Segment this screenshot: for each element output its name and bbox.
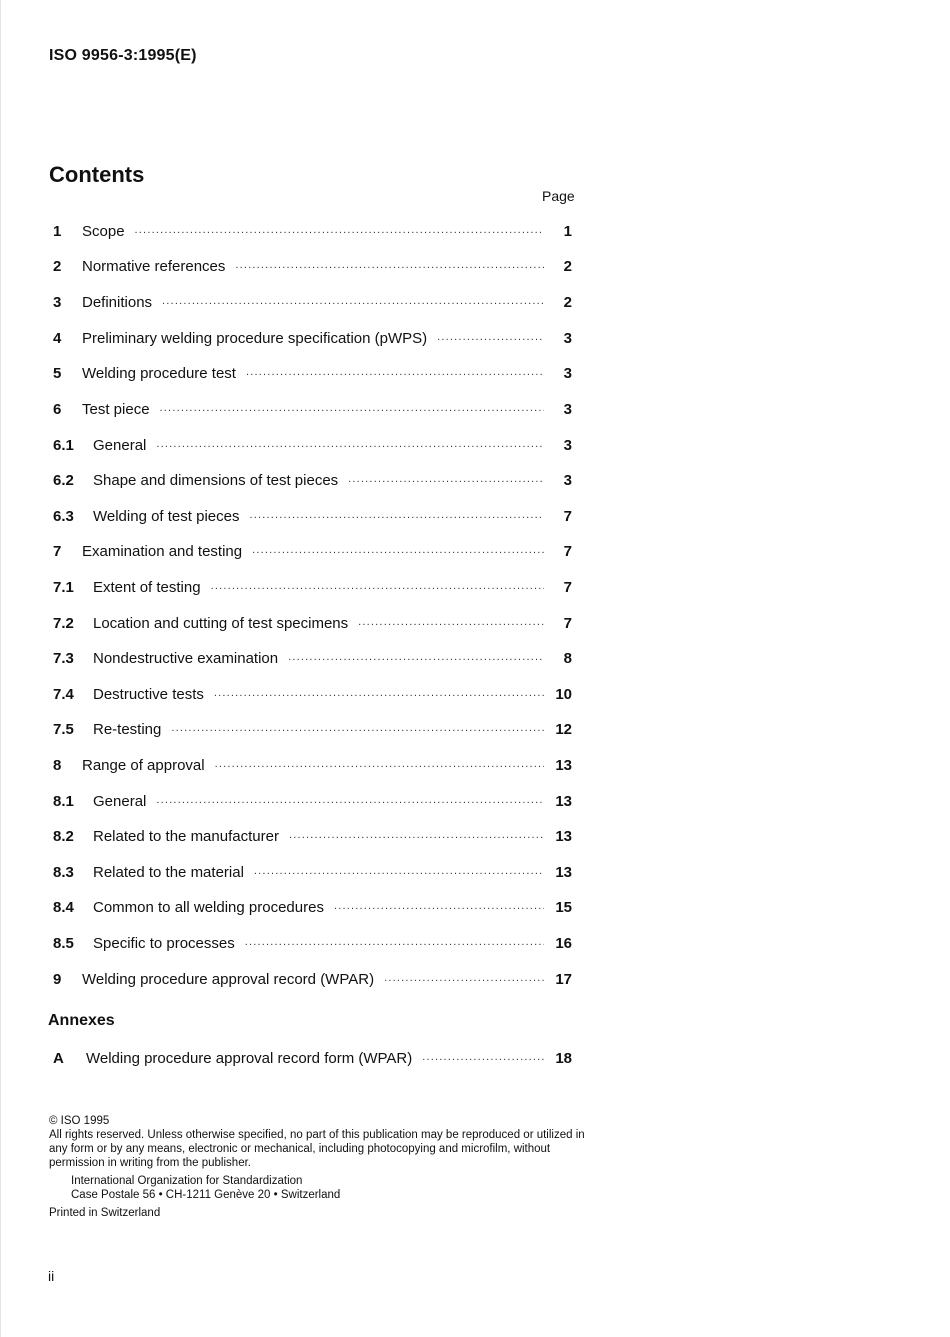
toc-entry-page: 7 bbox=[563, 508, 572, 525]
toc-entry-number: 7.1 bbox=[53, 579, 74, 596]
organization-address: Case Postale 56 • CH-1211 Genève 20 • Switzerland bbox=[71, 1189, 341, 1201]
toc-entry-page: 13 bbox=[555, 864, 572, 881]
organization-name: International Organization for Standardization bbox=[71, 1175, 303, 1187]
toc-entry[interactable] bbox=[53, 254, 572, 276]
toc-entry-number: 1 bbox=[53, 223, 62, 240]
toc-entry[interactable] bbox=[53, 611, 572, 633]
toc-entry[interactable] bbox=[53, 433, 572, 455]
contents-title: Contents bbox=[49, 162, 145, 187]
annexes-title: Annexes bbox=[48, 1012, 115, 1029]
toc-entry-page: 7 bbox=[563, 543, 572, 560]
toc-entry-page: 2 bbox=[563, 294, 572, 311]
toc-entry[interactable] bbox=[53, 468, 572, 490]
toc-entry-page: 13 bbox=[555, 828, 572, 845]
toc-entry-page: 12 bbox=[555, 721, 572, 738]
page-column-label: Page bbox=[542, 188, 575, 204]
toc-entry-number: 8.4 bbox=[53, 899, 74, 916]
toc-entry-title: Shape and dimensions of test pieces bbox=[93, 472, 339, 489]
toc-entry-title: Specific to processes bbox=[93, 935, 235, 952]
toc-entry[interactable] bbox=[53, 717, 572, 739]
toc-leader-dots bbox=[211, 577, 544, 595]
toc-entry-number: 4 bbox=[53, 330, 62, 347]
toc-entry[interactable] bbox=[53, 931, 572, 953]
toc-entry-number: 3 bbox=[53, 294, 62, 311]
toc-leader-dots bbox=[254, 862, 544, 880]
toc-entry-title: Nondestructive examination bbox=[93, 650, 279, 667]
toc-entry-title: Welding procedure test bbox=[82, 365, 236, 382]
toc-leader-dots bbox=[289, 826, 544, 844]
toc-leader-dots bbox=[156, 791, 544, 809]
toc-entry-page: 10 bbox=[555, 686, 572, 703]
toc-leader-dots bbox=[249, 506, 544, 524]
toc-entry-page: 3 bbox=[563, 472, 572, 489]
toc-entry-title: Related to the manufacturer bbox=[93, 828, 279, 845]
toc-entry[interactable] bbox=[53, 860, 572, 882]
toc-entry-title: Welding procedure approval record (WPAR) bbox=[82, 971, 375, 988]
copyright-notice bbox=[49, 1114, 589, 1220]
toc-entry-title: Location and cutting of test specimens bbox=[93, 615, 349, 632]
toc-entry-title: Welding of test pieces bbox=[93, 508, 240, 525]
toc-entry-title: Definitions bbox=[82, 294, 153, 311]
toc-leader-dots bbox=[171, 719, 544, 737]
rights-statement: All rights reserved. Unless otherwise specified, no part of this publication may be reproduced or utilized in any form or by any means, electronic or mechanical, including photocopying and microfilm, without permission in writing from the publisher. bbox=[49, 1129, 585, 1169]
toc-entry[interactable] bbox=[53, 895, 572, 917]
toc-entry-page: 8 bbox=[563, 650, 572, 667]
toc-leader-dots bbox=[384, 969, 544, 987]
toc-leader-dots bbox=[156, 435, 544, 453]
annex-entry-page: 18 bbox=[555, 1050, 572, 1067]
toc-entry-number: 6.1 bbox=[53, 437, 74, 454]
toc-entry-title: Scope bbox=[82, 223, 125, 240]
printed-in: Printed in Switzerland bbox=[49, 1207, 161, 1219]
toc-entry-page: 3 bbox=[563, 365, 572, 382]
toc-leader-dots bbox=[348, 470, 544, 488]
toc-entry[interactable] bbox=[53, 575, 572, 597]
toc-entry-title: Common to all welding procedures bbox=[93, 899, 324, 916]
toc-entry-page: 3 bbox=[563, 437, 572, 454]
toc-entry-title: General bbox=[93, 437, 147, 454]
toc-entry-page: 7 bbox=[563, 579, 572, 596]
toc-entry-number: 9 bbox=[53, 971, 62, 988]
toc-leader-dots bbox=[437, 328, 544, 346]
toc-entry[interactable] bbox=[53, 646, 572, 668]
toc-entry[interactable] bbox=[53, 967, 572, 989]
toc-entry[interactable] bbox=[53, 753, 572, 775]
toc-entry[interactable] bbox=[53, 326, 572, 348]
toc-leader-dots bbox=[246, 363, 544, 381]
toc-entry-title: Normative references bbox=[82, 258, 226, 275]
toc-entry-number: 8.5 bbox=[53, 935, 74, 952]
toc-entry-page: 7 bbox=[563, 615, 572, 632]
toc-entry-title: Re-testing bbox=[93, 721, 162, 738]
toc-entry-number: 7 bbox=[53, 543, 62, 560]
toc-leader-dots bbox=[358, 613, 544, 631]
standard-id: ISO 9956-3:1995(E) bbox=[49, 47, 197, 64]
toc-entry-title: Destructive tests bbox=[93, 686, 204, 703]
toc-entry-title: Examination and testing bbox=[82, 543, 243, 560]
annex-entry-letter: A bbox=[53, 1050, 64, 1067]
toc-entry-page: 13 bbox=[555, 793, 572, 810]
toc-entry-number: 7.5 bbox=[53, 721, 74, 738]
toc-leader-dots bbox=[162, 292, 544, 310]
toc-entry-number: 7.3 bbox=[53, 650, 74, 667]
toc-entry-number: 6.2 bbox=[53, 472, 74, 489]
toc-leader-dots bbox=[245, 933, 544, 951]
annex-entry[interactable] bbox=[53, 1046, 572, 1068]
toc-leader-dots bbox=[160, 399, 544, 417]
toc-entry-title: Extent of testing bbox=[93, 579, 201, 596]
toc-entry-number: 7.2 bbox=[53, 615, 74, 632]
toc-entry-number: 8.2 bbox=[53, 828, 74, 845]
toc-leader-dots bbox=[235, 256, 544, 274]
toc-entry[interactable] bbox=[53, 290, 572, 312]
toc-entry-page: 15 bbox=[555, 899, 572, 916]
toc-entry-page: 13 bbox=[555, 757, 572, 774]
toc-entry-number: 7.4 bbox=[53, 686, 74, 703]
toc-entry-page: 3 bbox=[563, 401, 572, 418]
toc-leader-dots bbox=[288, 648, 544, 666]
toc-entry-page: 16 bbox=[555, 935, 572, 952]
toc-entry[interactable] bbox=[53, 504, 572, 526]
annex-entry-title: Welding procedure approval record form (WPAR) bbox=[86, 1050, 413, 1067]
toc-entry-number: 5 bbox=[53, 365, 62, 382]
toc-entry-number: 6.3 bbox=[53, 508, 74, 525]
toc-entry[interactable] bbox=[53, 361, 572, 383]
toc-leader-dots bbox=[135, 221, 544, 239]
toc-entry-page: 3 bbox=[563, 330, 572, 347]
toc-entry-page: 17 bbox=[555, 971, 572, 988]
toc-entry-page: 1 bbox=[563, 223, 572, 240]
toc-entry-title: General bbox=[93, 793, 147, 810]
toc-entry[interactable] bbox=[53, 824, 572, 846]
copyright-line: © ISO 1995 bbox=[49, 1115, 110, 1127]
toc-entry-title: Related to the material bbox=[93, 864, 244, 881]
toc-leader-dots bbox=[252, 541, 544, 559]
toc-entry-title: Preliminary welding procedure specification (pWPS) bbox=[82, 330, 428, 347]
scan-edge-line bbox=[0, 0, 1, 1337]
toc-entry[interactable] bbox=[53, 219, 572, 241]
toc-entry[interactable] bbox=[53, 789, 572, 811]
toc-leader-dots bbox=[334, 897, 544, 915]
toc-leader-dots bbox=[214, 684, 544, 702]
toc-entry[interactable] bbox=[53, 539, 572, 561]
toc-entry-number: 6 bbox=[53, 401, 62, 418]
toc-entry[interactable] bbox=[53, 682, 572, 704]
toc-entry-number: 2 bbox=[53, 258, 62, 275]
toc-entry-number: 8.1 bbox=[53, 793, 74, 810]
toc-entry-number: 8 bbox=[53, 757, 62, 774]
page-number: ii bbox=[48, 1268, 55, 1284]
toc-leader-dots bbox=[215, 755, 544, 773]
toc-entry-title: Range of approval bbox=[82, 757, 205, 774]
toc-leader-dots bbox=[422, 1048, 544, 1066]
toc-entry-number: 8.3 bbox=[53, 864, 74, 881]
toc-entry[interactable] bbox=[53, 397, 572, 419]
toc-entry-title: Test piece bbox=[82, 401, 150, 418]
toc-entry-page: 2 bbox=[563, 258, 572, 275]
